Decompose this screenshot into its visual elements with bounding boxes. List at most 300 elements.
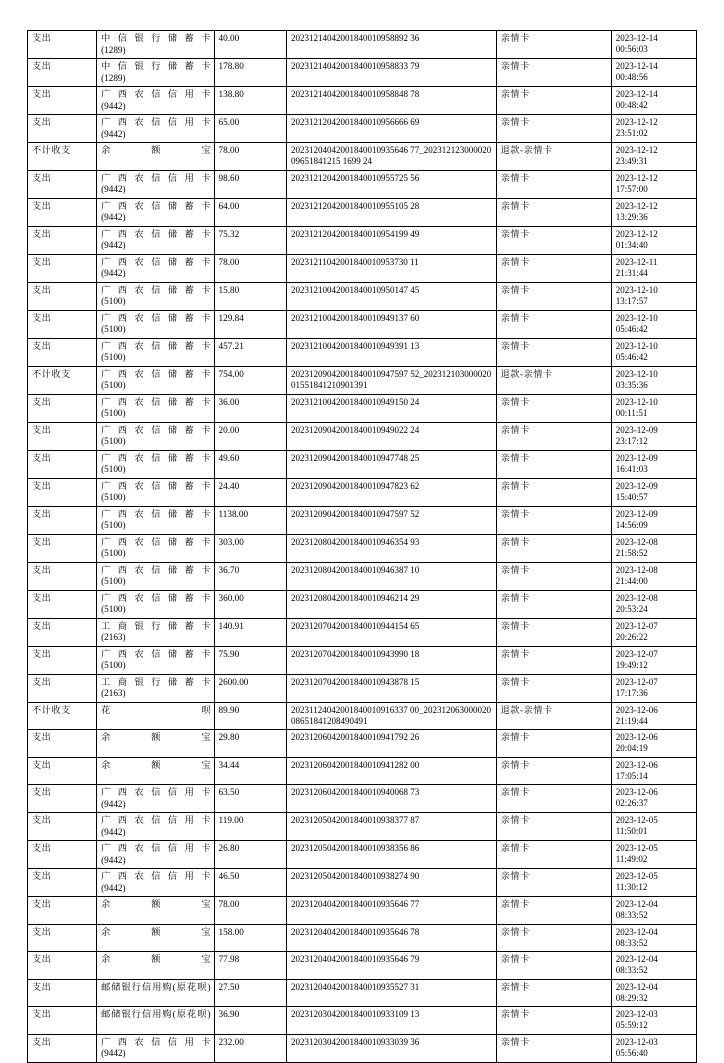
- cell-order-number: 20231210042001840010950147 45: [287, 282, 497, 310]
- account-name: 广西农信储蓄卡: [101, 396, 211, 407]
- cell-datetime: [611, 31, 696, 59]
- account-name: 广西农信储蓄卡: [101, 340, 211, 351]
- date-value: 2023-12-08: [615, 536, 658, 547]
- cell-datetime: [611, 897, 696, 925]
- cell-transaction-type: 支出: [28, 87, 97, 115]
- cell-order-number: 20231208042001840010946354 93: [287, 534, 497, 562]
- cell-channel: 亲情卡: [496, 31, 611, 59]
- cell-datetime: [611, 674, 696, 702]
- account-number: (5100): [101, 660, 126, 670]
- table-row: [28, 979, 697, 1007]
- time-value: 15:40:57: [615, 491, 648, 502]
- time-value: 13:17:57: [615, 295, 648, 306]
- cell-transaction-type: 支出: [28, 897, 97, 925]
- cell-channel: 亲情卡: [496, 506, 611, 534]
- cell-transaction-type: 支出: [28, 841, 97, 869]
- account-name: 工商银行储蓄卡: [101, 676, 211, 687]
- cell-amount: 63.50: [214, 785, 287, 813]
- time-value: 00:48:56: [615, 72, 648, 83]
- cell-transaction-type: 支出: [28, 674, 97, 702]
- cell-datetime: [611, 143, 696, 171]
- date-value: 2023-12-05: [615, 843, 658, 853]
- cell-transaction-type: 支出: [28, 1034, 97, 1062]
- date-value: 2023-12-07: [615, 648, 658, 659]
- cell-channel: 亲情卡: [496, 198, 611, 226]
- account-name: 广西农信储蓄卡: [101, 424, 211, 435]
- table-row: [28, 254, 697, 282]
- cell-datetime: [611, 869, 696, 897]
- table-row: [28, 310, 697, 338]
- account-number: (9442): [101, 100, 126, 111]
- account-number: (5100): [101, 576, 126, 586]
- table-row: [28, 87, 697, 115]
- account-number: (5100): [101, 436, 126, 446]
- cell-amount: 65.00: [214, 115, 287, 143]
- cell-datetime: [611, 254, 696, 282]
- cell-account: [97, 646, 214, 674]
- cell-order-number: 20231208042001840010946387 10: [287, 562, 497, 590]
- cell-account: [97, 254, 214, 282]
- cell-transaction-type: 支出: [28, 590, 97, 618]
- cell-amount: 303.00: [214, 534, 287, 562]
- cell-transaction-type: 支出: [28, 170, 97, 198]
- cell-channel: 亲情卡: [496, 674, 611, 702]
- date-value: 2023-12-14: [615, 61, 658, 71]
- cell-account: [97, 785, 214, 813]
- cell-account: [97, 366, 214, 394]
- cell-datetime: [611, 115, 696, 143]
- cell-order-number: 20231204042001840010935646 79: [287, 952, 497, 980]
- cell-amount: 64.00: [214, 198, 287, 226]
- cell-transaction-type: 支出: [28, 646, 97, 674]
- cell-account: [97, 450, 214, 478]
- cell-amount: 78.00: [214, 143, 287, 171]
- cell-channel: 亲情卡: [496, 813, 611, 841]
- account-name: 广西农信信用卡: [101, 871, 211, 881]
- cell-order-number: 20231207042001840010943990 18: [287, 646, 497, 674]
- cell-datetime: [611, 979, 696, 1007]
- cell-transaction-type: 支出: [28, 813, 97, 841]
- cell-account: [97, 226, 214, 254]
- cell-order-number: 20231204042001840010935646 78: [287, 924, 497, 952]
- cell-account: [97, 198, 214, 226]
- table-row: [28, 841, 697, 869]
- account-name: 广西农信储蓄卡: [101, 592, 211, 603]
- date-value: 2023-12-04: [615, 981, 658, 992]
- time-value: 05:56:40: [615, 1047, 648, 1058]
- table-row: [28, 170, 697, 198]
- date-value: 2023-12-10: [615, 312, 658, 323]
- cell-account: [97, 897, 214, 925]
- cell-datetime: [611, 785, 696, 813]
- cell-account: [97, 31, 214, 59]
- table-row: [28, 115, 697, 143]
- cell-transaction-type: 支出: [28, 869, 97, 897]
- cell-transaction-type: 支出: [28, 338, 97, 366]
- table-row: [28, 757, 697, 785]
- cell-account: [97, 282, 214, 310]
- table-row: [28, 813, 697, 841]
- cell-channel: 亲情卡: [496, 618, 611, 646]
- cell-order-number: 20231207042001840010944154 65: [287, 618, 497, 646]
- time-value: 00:11:51: [615, 407, 648, 418]
- cell-account: [97, 59, 214, 87]
- cell-channel: 亲情卡: [496, 924, 611, 952]
- account-number: (9442): [101, 854, 126, 865]
- cell-transaction-type: 支出: [28, 198, 97, 226]
- date-value: 2023-12-04: [615, 926, 658, 937]
- date-value: 2023-12-08: [615, 592, 658, 603]
- account-number: (9442): [101, 128, 126, 139]
- account-number: (5100): [101, 324, 126, 334]
- cell-amount: 77.98: [214, 952, 287, 980]
- cell-order-number: 20231204042001840010935646 77_20231212300002009651841215 1699 24: [287, 143, 497, 171]
- cell-amount: 178.80: [214, 59, 287, 87]
- account-number: (5100): [101, 352, 126, 362]
- table-row: [28, 31, 697, 59]
- cell-order-number: 20231212042001840010956666 69: [287, 115, 497, 143]
- cell-order-number: 20231208042001840010946214 29: [287, 590, 497, 618]
- date-value: 2023-12-05: [615, 871, 658, 881]
- cell-channel: 亲情卡: [496, 841, 611, 869]
- cell-channel: 亲情卡: [496, 422, 611, 450]
- cell-datetime: [611, 198, 696, 226]
- table-row: [28, 924, 697, 952]
- table-row: [28, 422, 697, 450]
- cell-datetime: [611, 702, 696, 730]
- cell-datetime: [611, 646, 696, 674]
- transaction-table: [27, 30, 697, 1063]
- time-value: 14:56:09: [615, 519, 648, 530]
- cell-channel: 亲情卡: [496, 646, 611, 674]
- cell-channel: 亲情卡: [496, 59, 611, 87]
- cell-datetime: [611, 282, 696, 310]
- cell-amount: 26.80: [214, 841, 287, 869]
- account-number: (5100): [101, 604, 126, 614]
- time-value: 08:33:52: [615, 965, 648, 976]
- cell-transaction-type: 支出: [28, 31, 97, 59]
- cell-account: [97, 979, 214, 1007]
- date-value: 2023-12-09: [615, 452, 658, 463]
- account-name: 广西农信信用卡: [101, 1036, 211, 1047]
- time-value: 23:17:12: [615, 435, 648, 446]
- account-number: (9442): [101, 798, 126, 809]
- date-value: 2023-12-10: [615, 284, 658, 295]
- table-row: [28, 366, 697, 394]
- cell-amount: 232.00: [214, 1034, 287, 1062]
- cell-account: [97, 618, 214, 646]
- cell-order-number: 20231207042001840010943878 15: [287, 674, 497, 702]
- account-name: 广西农信储蓄卡: [101, 452, 211, 463]
- table-row: [28, 143, 697, 171]
- date-value: 2023-12-03: [615, 1036, 658, 1047]
- time-value: 21:44:00: [615, 575, 648, 586]
- cell-order-number: 20231205042001840010938377 87: [287, 813, 497, 841]
- cell-transaction-type: 支出: [28, 394, 97, 422]
- time-value: 20:04:19: [615, 743, 648, 754]
- cell-amount: 78.00: [214, 897, 287, 925]
- cell-transaction-type: 支出: [28, 422, 97, 450]
- cell-order-number: 20231204042001840010935646 77: [287, 897, 497, 925]
- cell-order-number: 20231210042001840010949150 24: [287, 394, 497, 422]
- table-row: [28, 618, 697, 646]
- cell-datetime: [611, 1007, 696, 1035]
- cell-datetime: [611, 952, 696, 980]
- cell-account: [97, 506, 214, 534]
- cell-transaction-type: 支出: [28, 730, 97, 758]
- cell-order-number: 20231214042001840010958833 79: [287, 59, 497, 87]
- time-value: 20:53:24: [615, 603, 648, 614]
- cell-account: [97, 422, 214, 450]
- account-number: (5100): [101, 492, 126, 502]
- cell-channel: 亲情卡: [496, 450, 611, 478]
- cell-account: [97, 534, 214, 562]
- table-row: [28, 562, 697, 590]
- time-value: 23:51:02: [615, 128, 648, 139]
- cell-account: [97, 562, 214, 590]
- account-number: (9442): [101, 212, 126, 222]
- account-number: (9442): [101, 1048, 126, 1058]
- date-value: 2023-12-09: [615, 424, 658, 435]
- cell-datetime: [611, 730, 696, 758]
- cell-transaction-type: 不计收支: [28, 143, 97, 171]
- cell-datetime: [611, 813, 696, 841]
- table-row: [28, 590, 697, 618]
- table-row: [28, 198, 697, 226]
- cell-amount: 158.00: [214, 924, 287, 952]
- cell-datetime: [611, 338, 696, 366]
- cell-channel: 亲情卡: [496, 869, 611, 897]
- cell-datetime: [611, 394, 696, 422]
- cell-transaction-type: 支出: [28, 310, 97, 338]
- cell-channel: 亲情卡: [496, 254, 611, 282]
- account-number: (9442): [101, 240, 126, 250]
- cell-amount: 20.00: [214, 422, 287, 450]
- time-value: 17:05:14: [615, 770, 648, 781]
- account-number: (9442): [101, 268, 126, 278]
- cell-datetime: [611, 924, 696, 952]
- account-name: 广西农信储蓄卡: [101, 200, 211, 211]
- cell-account: [97, 730, 214, 758]
- cell-channel: 亲情卡: [496, 1007, 611, 1035]
- cell-datetime: [611, 226, 696, 254]
- cell-amount: 119.00: [214, 813, 287, 841]
- table-row: [28, 1034, 697, 1062]
- cell-channel: 亲情卡: [496, 534, 611, 562]
- table-row: [28, 534, 697, 562]
- cell-amount: 75.32: [214, 226, 287, 254]
- account-name: 广西农信信用卡: [101, 815, 211, 825]
- cell-datetime: [611, 590, 696, 618]
- date-value: 2023-12-04: [615, 954, 658, 964]
- cell-datetime: [611, 310, 696, 338]
- table-row: [28, 59, 697, 87]
- cell-amount: 138.80: [214, 87, 287, 115]
- account-name: 余额宝: [101, 145, 211, 155]
- cell-order-number: 20231206042001840010940068 73: [287, 785, 497, 813]
- cell-transaction-type: 支出: [28, 979, 97, 1007]
- account-name: 广西农信储蓄卡: [101, 564, 211, 575]
- cell-account: [97, 702, 214, 730]
- cell-channel: 亲情卡: [496, 282, 611, 310]
- time-value: 02:26:37: [615, 798, 648, 809]
- date-value: 2023-12-14: [615, 33, 658, 43]
- cell-order-number: 20231211042001840010953730 11: [287, 254, 497, 282]
- date-value: 2023-12-10: [615, 368, 658, 379]
- cell-datetime: [611, 1034, 696, 1062]
- table-row: [28, 1007, 697, 1035]
- account-number: (5100): [101, 520, 126, 530]
- date-value: 2023-12-06: [615, 704, 658, 715]
- cell-transaction-type: 不计收支: [28, 702, 97, 730]
- cell-channel: 亲情卡: [496, 170, 611, 198]
- time-value: 05:46:42: [615, 351, 648, 362]
- cell-order-number: 20231204042001840010935527 31: [287, 979, 497, 1007]
- cell-transaction-type: 支出: [28, 226, 97, 254]
- time-value: 08:33:52: [615, 937, 648, 948]
- cell-datetime: [611, 450, 696, 478]
- cell-channel: 亲情卡: [496, 478, 611, 506]
- cell-datetime: [611, 478, 696, 506]
- cell-channel: 亲情卡: [496, 590, 611, 618]
- account-name: 广西农信信用卡: [101, 787, 211, 797]
- cell-account: [97, 310, 214, 338]
- cell-datetime: [611, 562, 696, 590]
- date-value: 2023-12-09: [615, 508, 658, 519]
- account-name: 中信银行储蓄卡: [101, 61, 211, 71]
- cell-amount: 140.91: [214, 618, 287, 646]
- cell-account: [97, 924, 214, 952]
- cell-account: [97, 170, 214, 198]
- cell-amount: 27.50: [214, 979, 287, 1007]
- cell-order-number: 20231210042001840010949391 13: [287, 338, 497, 366]
- account-name: 花呗: [101, 704, 211, 715]
- time-value: 11:30:12: [615, 882, 648, 893]
- cell-amount: 1138.00: [214, 506, 287, 534]
- time-value: 21:19:44: [615, 715, 648, 726]
- cell-channel: 退款-亲情卡: [496, 702, 611, 730]
- cell-order-number: 20231209042001840010947597 52: [287, 506, 497, 534]
- cell-datetime: [611, 506, 696, 534]
- cell-order-number: 20231206042001840010941792 26: [287, 730, 497, 758]
- time-value: 21:58:52: [615, 547, 648, 558]
- cell-order-number: 20231212042001840010955725 56: [287, 170, 497, 198]
- date-value: 2023-12-05: [615, 815, 658, 825]
- date-value: 2023-12-10: [615, 396, 658, 407]
- time-value: 17:57:00: [615, 183, 648, 194]
- date-value: 2023-12-06: [615, 787, 658, 797]
- cell-order-number: 20231203042001840010933109 13: [287, 1007, 497, 1035]
- cell-transaction-type: 支出: [28, 757, 97, 785]
- cell-order-number: 20231209042001840010949022 24: [287, 422, 497, 450]
- account-name: 邮储银行信用购(原花呗): [101, 1009, 211, 1019]
- date-value: 2023-12-12: [615, 200, 658, 211]
- cell-account: [97, 115, 214, 143]
- table-row: [28, 897, 697, 925]
- account-name: 广西农信储蓄卡: [101, 648, 211, 659]
- table-row: [28, 226, 697, 254]
- cell-order-number: 20231209042001840010947823 62: [287, 478, 497, 506]
- date-value: 2023-12-09: [615, 480, 658, 491]
- cell-transaction-type: 支出: [28, 924, 97, 952]
- date-value: 2023-12-06: [615, 732, 658, 742]
- cell-channel: 退款-亲情卡: [496, 366, 611, 394]
- cell-channel: 亲情卡: [496, 1034, 611, 1062]
- cell-amount: 24.40: [214, 478, 287, 506]
- cell-channel: 亲情卡: [496, 952, 611, 980]
- cell-amount: 46.50: [214, 869, 287, 897]
- cell-account: [97, 143, 214, 171]
- table-row: [28, 450, 697, 478]
- cell-transaction-type: 支出: [28, 115, 97, 143]
- cell-account: [97, 841, 214, 869]
- cell-account: [97, 674, 214, 702]
- cell-datetime: [611, 170, 696, 198]
- table-row: [28, 674, 697, 702]
- account-number: (9442): [101, 882, 126, 893]
- cell-channel: 亲情卡: [496, 897, 611, 925]
- time-value: 05:59:12: [615, 1020, 648, 1031]
- cell-order-number: 20231209042001840010947597 52_20231210300002001551841210901391: [287, 366, 497, 394]
- account-number: (5100): [101, 296, 126, 306]
- table-row: [28, 506, 697, 534]
- cell-channel: 亲情卡: [496, 310, 611, 338]
- cell-account: [97, 338, 214, 366]
- time-value: 08:33:52: [615, 910, 648, 921]
- cell-amount: 2600.00: [214, 674, 287, 702]
- account-name: 广西农信储蓄卡: [101, 536, 211, 547]
- account-name: 余额宝: [101, 899, 211, 909]
- table-row: [28, 730, 697, 758]
- account-name: 中信银行储蓄卡: [101, 33, 211, 43]
- cell-channel: 退款-亲情卡: [496, 143, 611, 171]
- time-value: 01:34:40: [615, 239, 648, 250]
- cell-datetime: [611, 366, 696, 394]
- cell-transaction-type: 支出: [28, 254, 97, 282]
- account-name: 广西农信信用卡: [101, 843, 211, 853]
- cell-account: [97, 1034, 214, 1062]
- cell-amount: 36.90: [214, 1007, 287, 1035]
- cell-channel: 亲情卡: [496, 979, 611, 1007]
- date-value: 2023-12-07: [615, 676, 658, 687]
- time-value: 19:49:12: [615, 659, 648, 670]
- table-row: [28, 702, 697, 730]
- date-value: 2023-12-06: [615, 759, 658, 770]
- cell-amount: 457.21: [214, 338, 287, 366]
- account-name: 余额宝: [101, 954, 211, 964]
- account-number: (9442): [101, 826, 126, 837]
- account-number: (9442): [101, 184, 126, 194]
- cell-order-number: 20231209042001840010947748 25: [287, 450, 497, 478]
- cell-channel: 亲情卡: [496, 757, 611, 785]
- cell-channel: 亲情卡: [496, 394, 611, 422]
- cell-order-number: 20231205042001840010938356 86: [287, 841, 497, 869]
- cell-amount: 98.60: [214, 170, 287, 198]
- cell-amount: 75.90: [214, 646, 287, 674]
- cell-order-number: 20231205042001840010938274 90: [287, 869, 497, 897]
- cell-channel: 亲情卡: [496, 226, 611, 254]
- account-number: (1289): [101, 44, 126, 55]
- account-number: (2163): [101, 688, 126, 698]
- table-body: [28, 31, 697, 1063]
- cell-datetime: [611, 618, 696, 646]
- table-row: [28, 478, 697, 506]
- account-name: 广西农信储蓄卡: [101, 480, 211, 491]
- date-value: 2023-12-07: [615, 620, 658, 631]
- cell-transaction-type: 不计收支: [28, 366, 97, 394]
- cell-transaction-type: 支出: [28, 478, 97, 506]
- cell-datetime: [611, 534, 696, 562]
